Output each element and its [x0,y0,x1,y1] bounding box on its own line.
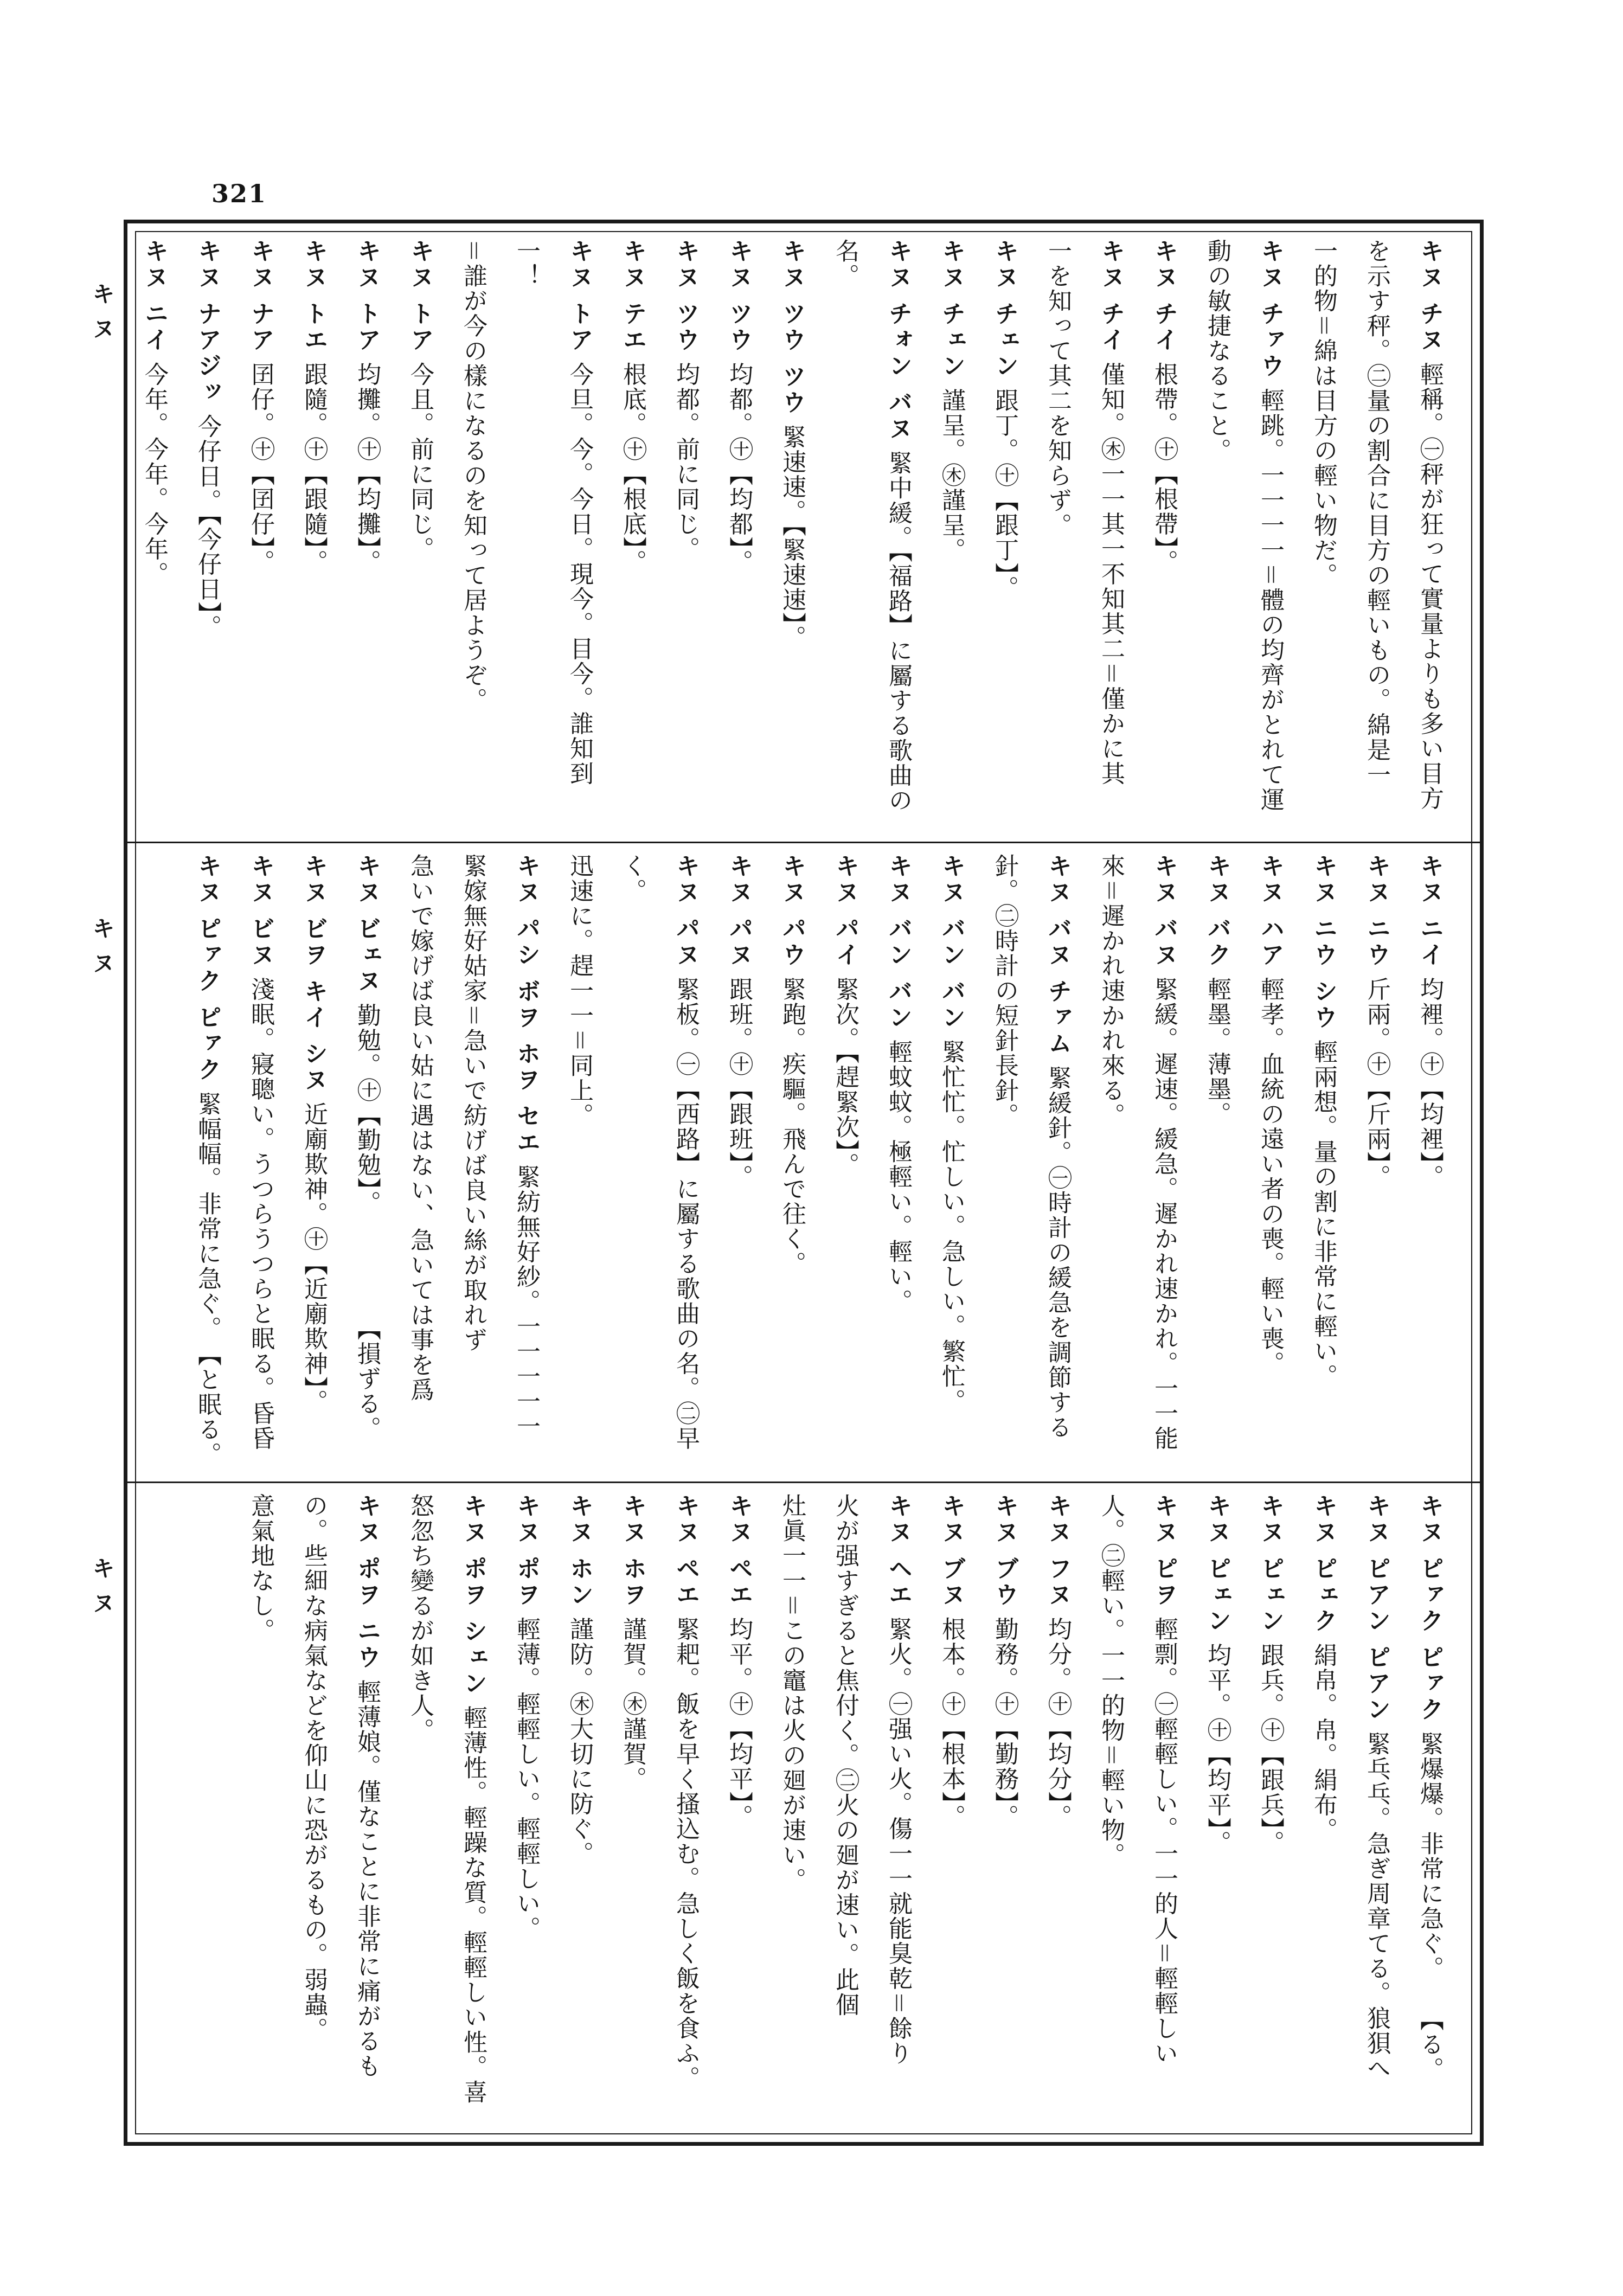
side-label: キヌ [89,1556,116,1626]
entry-definition: 謹呈。㊍謹呈。 [938,379,965,563]
entry-headword: キヌ バク [1203,854,1231,969]
dictionary-entry [871,1493,925,2066]
entry-headword: キヌ ピァク ピァク [1416,1493,1444,1723]
entry-definition: 緊速速。【緊速速】。 [778,415,806,650]
entry-definition: 火が强すぎると焦付く。㊁火の廻が速い。此個 [831,1493,859,2017]
entry-headword: キヌ ピェン [1256,1493,1284,1634]
entry-definition: 緊中緩。【福路】に屬する歌曲の名。 [831,239,912,813]
dictionary-entry [1243,854,1297,1376]
entry-headword: キヌ ビヲ キイ シヌ [300,854,328,1093]
dictionary-entry [659,239,712,561]
entry-definition: 輕薄性。輕躁な質。輕輕しい性。喜 [459,1696,487,2105]
entry-definition: 緊幅幅。非常に急ぐ。 【と眠る。 [194,1082,221,1467]
entry-headword: キヌ トエ [300,239,328,354]
entry-definition: 均裡。㊉【均裡】。 [1416,968,1444,1190]
dictionary-entry [1137,1493,1190,2066]
entry-definition: 根本。㊉【根本】。 [938,1608,965,1830]
entry-definition: 緊乓乓。急ぎ周章てる。狼狽へ [1363,1722,1390,2081]
dictionary-entry [1403,1493,1456,2082]
section-divider [127,842,1480,843]
dictionary-entry [446,1493,499,2105]
entry-headword: キヌ ツウ ツウ [778,239,806,416]
entry-definition: 輕稱。㊀秤が狂って實量よりも多い目方を示す秤。㊁量の割合に目方の輕いもの。綿是一 [1363,239,1444,811]
entry-headword: キヌ ピェク [1310,1493,1337,1634]
entry-column-group-bottom [144,1493,1456,2122]
entry-headword: キヌ テエ [619,239,646,354]
dictionary-entry [287,1493,340,2042]
entry-headword: キヌ ペエ [725,1493,753,1608]
entry-headword: キヌ パヌ [672,854,700,969]
entry-definition: 均都。㊉【均都】。 [725,353,753,575]
entry-definition: 緊嫁無好姑家＝急いで紡げば良い絲が取れず [459,854,487,1352]
entry-column-group-top [140,239,1456,835]
entry-headword: キヌ チイ [1097,239,1125,354]
entry-definition: 急いで嫁げば良い姑に遇はない、急いては事を爲 [406,854,434,1402]
entry-definition: 怒忽ち變るが如き人。 [406,1493,434,1743]
dictionary-entry [818,239,925,835]
entry-definition: 意氣地なし。 [247,1493,274,1643]
dictionary-entry [765,1493,818,1893]
entry-headword: キヌ ピアン ピアン [1363,1493,1390,1723]
side-label: キヌ [89,282,116,351]
entry-headword: キヌ パヌ [725,854,753,969]
dictionary-entry [871,854,925,1314]
dictionary-entry [234,1493,287,1643]
dictionary-entry [1190,1493,1243,1855]
dictionary-entry [340,239,393,574]
dictionary-entry [1190,854,1243,1126]
entry-definition: 輕蚊蚊。極輕い。輕い。 [884,1030,912,1314]
entry-definition: 緊次。【趕緊次】。 [831,968,859,1178]
dictionary-entry [818,1493,871,2017]
entry-definition: 今且。前に同じ。 [406,353,434,562]
entry-headword: キヌ バン バン [884,854,912,1031]
entry-headword: キヌ トア [566,239,593,354]
dictionary-entry [287,854,340,1414]
dictionary-entry [1403,854,1456,1189]
dictionary-entry [925,1493,978,1829]
entry-definition: 緊跑。疾驅。飛んで往く。 [778,968,806,1277]
entry-definition: 輕薄娘。僅なことに非常に痛がるも [353,1670,381,2079]
entry-definition: ＝誰が今の樣になるのを知って居ようぞ。 [459,239,487,713]
entry-headword: キヌ ブウ [991,1493,1018,1608]
dictionary-entry [1350,1493,1403,2081]
entry-headword: キヌ チォン バヌ [884,239,912,442]
entry-headword: キヌ ブヌ [938,1493,965,1608]
entry-headword: キヌ バヌ [1150,854,1178,969]
entry-definition: 輕墨。薄墨。 [1203,968,1231,1127]
entry-definition: 均都。前に同じ。 [672,353,700,562]
entry-headword: キヌ ニウ [1363,854,1390,969]
entry-headword: キヌ ピヲ [1150,1493,1178,1608]
dictionary-entry [181,854,234,1467]
dictionary-entry [1084,239,1137,786]
entry-definition: 謹防。㊍大切に防ぐ。 [566,1608,593,1867]
entry-headword: キヌ パイ [831,854,859,969]
entry-headword: キヌ バヌ チァム [1044,854,1072,1057]
dictionary-entry [393,854,446,1402]
dictionary-entry [1137,854,1190,1451]
entry-definition: 今旦。今。今日。現今。目今。誰知到一！ [512,239,593,786]
entry-definition: 迅速に。趕一一＝同上。 [566,854,593,1128]
dictionary-entry [340,1493,393,2079]
dictionary-entry [712,239,765,574]
entry-definition: 近廟欺神。㊉【近廟欺神】。 [300,1093,328,1414]
entry-definition: 輕兩想。量の割に非常に輕い。 [1310,1030,1337,1389]
dictionary-entry [181,239,234,639]
entry-definition: 灶眞一一＝この竈は火の廻が速い。 [778,1493,806,1893]
entry-definition: 跟兵。㊉【跟兵】。 [1256,1634,1284,1856]
dictionary-entry [765,239,818,650]
entry-definition: 一を知って其二を知らず。 [1044,239,1072,538]
dictionary-entry [1190,239,1297,835]
dictionary-entry [606,854,712,1474]
dictionary-entry [765,854,818,1276]
dictionary-entry [606,1493,659,1791]
dictionary-entry [1350,239,1456,835]
entry-definition: 僅知。㊍一一其一不知其二＝僅かに其 [1097,353,1125,786]
entry-headword: キヌ ホン [566,1493,593,1608]
entry-headword: キヌ ナアジッ [194,239,221,406]
entry-headword: キヌ ナア [247,239,274,354]
entry-definition: 均平。㊉【均平】。 [725,1608,753,1830]
dictionary-entry [712,1493,765,1829]
entry-headword: キヌ チイ [1150,239,1178,354]
entry-definition: 均攤。㊉【均攤】。 [353,353,381,575]
dictionary-entry [925,854,978,1414]
entry-headword: キヌ ポヲ シェン [459,1493,487,1697]
dictionary-entry [1243,1493,1297,1855]
dictionary-entry [340,854,393,1441]
entry-definition: 根帶。㊉【根帶】。 [1150,353,1178,575]
dictionary-entry [446,239,499,713]
entry-headword: キヌ パウ [778,854,806,969]
dictionary-entry [393,239,446,561]
entry-headword: キヌ チェン [938,239,965,380]
page-number: 321 [211,179,267,208]
entry-headword: キヌ ピェン [1203,1493,1231,1634]
dictionary-entry [499,239,606,835]
dictionary-entry [925,239,978,562]
dictionary-entry [818,854,871,1177]
entry-headword: キヌ ビヌ [247,854,274,969]
entry-definition: 今年。今年。今年。 [140,353,168,587]
entry-headword: キヌ ビェヌ [353,854,381,995]
dictionary-entry [553,854,606,1128]
entry-definition: 緊緩針。㊀時計の緩急を調節する [1044,1056,1072,1440]
dictionary-entry [1350,854,1403,1189]
entry-definition: 今仔日。【今仔日】。 [194,405,221,640]
entry-definition: 輕剽。㊀輕輕しい。一一的人＝輕輕しい [1150,1608,1178,2066]
dictionary-entry [1297,239,1350,588]
entry-definition: 跟丁。㊉【跟丁】。 [991,379,1018,601]
entry-definition: 跟班。㊉【跟班】。 [725,968,753,1190]
entry-headword: キヌ バン バン [938,854,965,1031]
dictionary-entry [127,239,181,586]
entry-definition: 緊紡無好紗。一一一一一 [512,1156,540,1439]
dictionary-entry [1297,1493,1350,1842]
entry-definition: 絹帛。帛。絹布。 [1310,1634,1337,1843]
entry-headword: キヌ ニウ シウ [1310,854,1337,1031]
entry-definition: 一的物＝綿は目方の輕い物だ。 [1310,239,1337,588]
entry-definition: 勤務。㊉【勤務】。 [991,1608,1018,1830]
dictionary-entry [1031,854,1084,1440]
entry-definition: の。些細な病氣などを仰山に恐がるもの。弱蟲。 [300,1493,328,2042]
dictionary-entry [446,854,499,1352]
dictionary-entry [978,239,1031,600]
entry-definition: 針。㊁時計の短針長針。 [991,854,1018,1128]
entry-headword: キヌ チヌ [1416,239,1444,354]
entry-definition: 均分。㊉【均分】。 [1044,1608,1072,1830]
entry-column-group-middle [144,854,1456,1474]
entry-headword: キヌ ニイ [140,239,168,354]
entry-headword: キヌ ポヲ ニウ [353,1493,381,1671]
entry-headword: キヌ チァウ [1256,239,1284,380]
entry-definition: 緊耙。飯を早く搔込む。急しく飯を食ふ。 [672,1608,700,2091]
dictionary-entry [712,854,765,1189]
dictionary-entry [659,1493,712,2090]
dictionary-entry [978,1493,1031,1829]
entry-definition: 輕孝。血統の遠い者の喪。輕い喪。 [1256,968,1284,1376]
dictionary-entry [606,239,659,574]
dictionary-entry [553,1493,606,1866]
entry-headword: キヌ トア [353,239,381,354]
dictionary-entry [499,854,553,1439]
dictionary-frame [124,220,1484,2146]
entry-definition: 輕跳。一一一一＝體の均齊がとれて運動の敏捷なること。 [1203,239,1284,812]
entry-headword: キヌ パシ ボヲ ホヲ セエ [512,854,540,1156]
entry-definition: 人。㊁輕い。一一的物＝輕い物。 [1097,1493,1125,1868]
dictionary-entry [393,1493,446,1743]
entry-definition: 緊忙忙。忙しい。急しい。繁忙。 [938,1030,965,1414]
entry-headword: キヌ トア [406,239,434,354]
dictionary-entry [287,239,340,574]
entry-headword: キヌ ニイ [1416,854,1444,969]
dictionary-entry [234,854,287,1451]
side-label: キヌ [89,916,116,986]
dictionary-entry [1031,1493,1084,1829]
entry-definition: 謹賀。㊍謹賀。 [619,1608,646,1792]
dictionary-entry [234,239,287,574]
dictionary-entry [1084,1493,1137,1868]
entry-definition: 緊板。㊀【西路】に屬する歌曲の名。㊁早く。 [619,854,700,1451]
entry-definition: 緊緩。遲速。緩急。遲かれ速かれ。一一能 [1150,968,1178,1451]
dictionary-entry [978,854,1031,1128]
entry-definition: 跟隨。㊉【跟隨】。 [300,353,328,575]
entry-headword: キヌ ペエ [672,1493,700,1608]
entry-definition: 輕薄。輕輕しい。輕輕しい。 [512,1608,540,1941]
entry-headword: キヌ ハア [1256,854,1284,969]
entry-headword: キヌ ピァク ピァク [194,854,221,1083]
entry-headword: キヌ ヘエ [884,1493,912,1608]
entry-definition: 勤勉。㊉【勤勉】。 【損ずる。 [353,994,381,1441]
section-divider [127,1482,1480,1483]
entry-definition: 均平。㊉【均平】。 [1203,1634,1231,1856]
entry-headword: キヌ フヌ [1044,1493,1072,1608]
entry-headword: キヌ チェン [991,239,1018,380]
dictionary-entry [499,1493,553,1941]
entry-definition: 來＝遲かれ速かれ來る。 [1097,854,1125,1128]
entry-headword: キヌ ツウ [672,239,700,354]
entry-headword: キヌ ホヲ [619,1493,646,1608]
dictionary-entry [1297,854,1350,1389]
entry-definition: 緊爆爆。非常に急ぐ。 【る。 [1416,1722,1444,2082]
entry-definition: 根底。㊉【根底】。 [619,353,646,575]
entry-headword: キヌ ツウ [725,239,753,354]
dictionary-entry [1031,239,1084,538]
entry-definition: 囝仔。㊉【囝仔】。 [247,353,274,575]
dictionary-entry [1137,239,1190,574]
entry-definition: 緊火。㊀强い火。傷一一就能臭乾＝餘り [884,1608,912,2066]
entry-definition: 淺眠。寢聰い。うつらうつらと眠る。昏昏 [247,968,274,1451]
dictionary-entry [1084,854,1137,1128]
entry-definition: 斤兩。㊉【斤兩】。 [1363,968,1390,1190]
entry-headword: キヌ ポヲ [512,1493,540,1608]
